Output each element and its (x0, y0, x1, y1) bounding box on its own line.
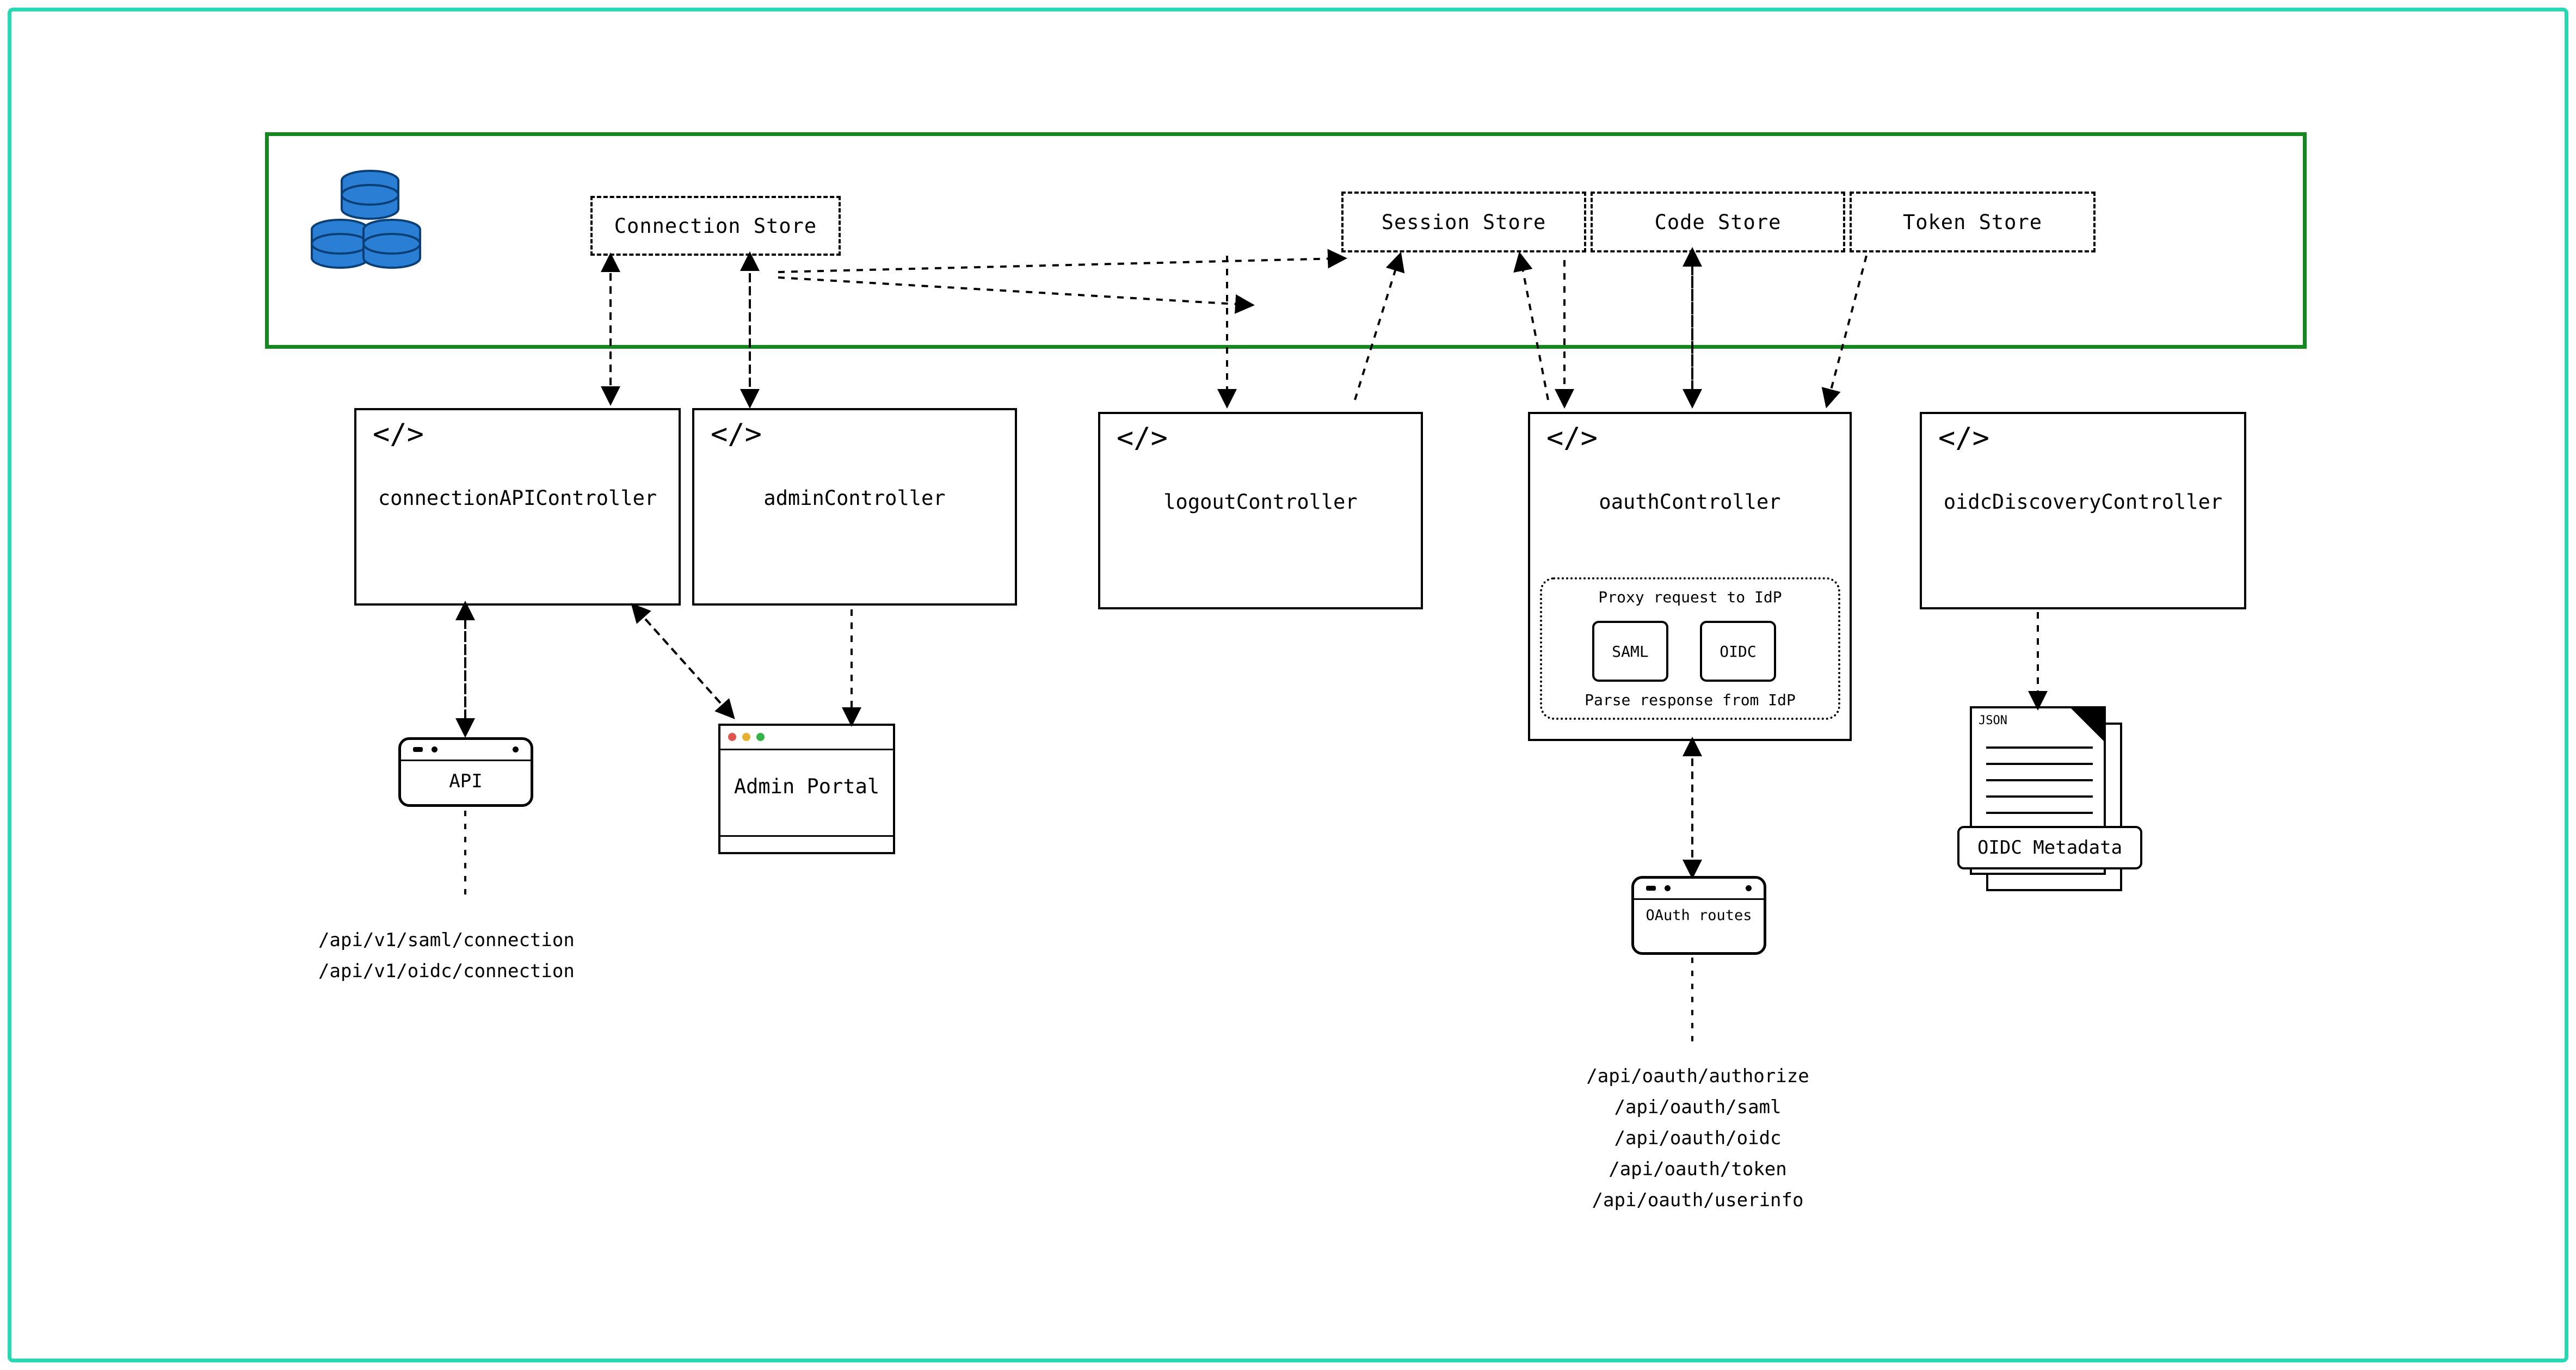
controller-connectionapicontroller[interactable] (354, 408, 681, 606)
oidc-metadata-node[interactable] (1957, 826, 2142, 869)
close-dot[interactable] (728, 733, 736, 741)
device-dot (1746, 885, 1752, 891)
oauth-routes-node[interactable] (1631, 876, 1766, 955)
controller-oidcdiscoverycontroller[interactable] (1920, 412, 2246, 609)
code-icon: </> (711, 418, 762, 451)
admin-portal-window[interactable] (718, 724, 895, 854)
page-fold-icon (2070, 708, 2104, 742)
oidc-metadata-label: OIDC Metadata (1977, 837, 2123, 859)
oauth-endpoint-5: /api/oauth/userinfo (1592, 1189, 1804, 1212)
connection-store-label: Connection Store (614, 214, 817, 238)
idp-proxy-block (1540, 577, 1840, 720)
api-node[interactable] (398, 737, 533, 807)
oauth-endpoints (1540, 1061, 1856, 1217)
api-node-label: API (449, 770, 483, 792)
oauth-endpoint-1: /api/oauth/authorize (1586, 1065, 1809, 1087)
parse-response-label: Parse response from IdP (1585, 691, 1796, 709)
device-dot (513, 746, 519, 752)
code-icon: </> (373, 418, 424, 451)
code-store-label: Code Store (1654, 210, 1782, 234)
doc-line (1986, 779, 2093, 781)
minimize-dot[interactable] (742, 733, 750, 741)
token-store-label: Token Store (1902, 210, 2043, 234)
controller-admincontroller[interactable] (692, 408, 1017, 606)
code-icon: </> (1546, 422, 1598, 454)
saml-chip-label: SAML (1612, 642, 1649, 661)
controller-label: oauthController (1599, 490, 1781, 514)
controller-logoutcontroller[interactable] (1098, 412, 1423, 609)
doc-line (1986, 812, 2093, 814)
database-stack-icon (310, 169, 430, 294)
oauth-endpoint-4: /api/oauth/token (1609, 1158, 1787, 1181)
device-dot (1646, 886, 1656, 891)
controller-label: connectionAPIController (378, 486, 657, 510)
controller-oauthcontroller[interactable] (1528, 412, 1852, 741)
device-dot (413, 747, 423, 752)
doc-line (1986, 763, 2093, 765)
device-dot (432, 746, 437, 752)
oauth-routes-label: OAuth routes (1646, 907, 1752, 924)
connection-store[interactable] (590, 196, 841, 256)
connection-endpoint-1: /api/v1/saml/connection (318, 929, 575, 951)
browser-footer (720, 835, 893, 852)
admin-portal-label: Admin Portal (734, 775, 880, 798)
session-store[interactable] (1341, 192, 1586, 252)
proxy-request-label: Proxy request to IdP (1598, 588, 1782, 606)
doc-line (1986, 795, 2093, 798)
json-badge-label: JSON (1979, 714, 2007, 727)
code-store[interactable] (1591, 192, 1845, 252)
device-dot (1665, 885, 1671, 891)
doc-line (1986, 746, 2093, 749)
code-icon: </> (1938, 422, 1989, 454)
token-store[interactable] (1850, 192, 2096, 252)
code-icon: </> (1117, 422, 1168, 454)
oidc-chip-label: OIDC (1720, 642, 1757, 661)
saml-chip[interactable] (1592, 621, 1668, 682)
connection-endpoint-2: /api/v1/oidc/connection (318, 960, 575, 983)
maximize-dot[interactable] (756, 733, 765, 741)
session-store-label: Session Store (1381, 210, 1546, 234)
oauth-endpoint-2: /api/oauth/saml (1614, 1096, 1782, 1119)
oidc-chip[interactable] (1700, 621, 1776, 682)
controller-label: oidcDiscoveryController (1943, 490, 2223, 514)
connection-endpoints (318, 925, 575, 987)
oauth-endpoint-3: /api/oauth/oidc (1614, 1127, 1782, 1150)
controller-label: logoutController (1163, 490, 1358, 514)
controller-label: adminController (763, 486, 946, 510)
